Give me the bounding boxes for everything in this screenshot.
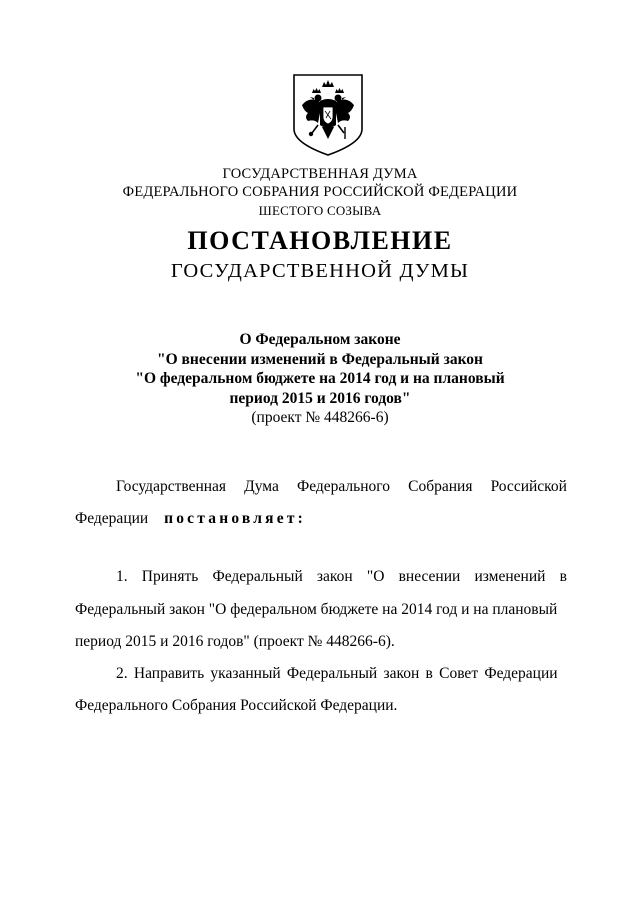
intro-word: Федерального	[296, 478, 391, 495]
intro-word: Дума	[244, 478, 279, 495]
item-1-word: Федеральный	[212, 568, 303, 585]
item-1-line-3: период 2015 и 2016 годов" (проект № 448266-6).	[75, 633, 395, 650]
item-2-line-2: Федерального Собрания Российской Федерации.	[75, 697, 398, 714]
intro-word: Собрания	[408, 478, 473, 495]
item-1-word: изменений	[474, 568, 546, 585]
law-heading-line-3: "О федеральном бюджете на 2014 год и на плановый	[135, 370, 505, 387]
intro-word: Государственная	[116, 478, 227, 495]
law-heading-line-2: "О внесении изменений в Федеральный закон	[157, 350, 483, 368]
item-1-line-2: Федеральный закон "О федеральном бюджете на 2014 год и на плановый	[75, 601, 558, 618]
item-1-word: закон	[316, 568, 353, 585]
header-line-1: ГОСУДАРСТВЕННАЯ ДУМА	[222, 166, 418, 182]
item-1-line-1	[116, 568, 567, 586]
russian-coat-of-arms-emblem	[292, 73, 364, 157]
item-1-word: 1.	[116, 568, 128, 585]
item-2-line-1: 2. Направить указанный Федеральный закон в Совет Федерации	[116, 665, 558, 682]
decree-word: постановляет:	[164, 510, 306, 527]
item-1-word: "О	[366, 568, 385, 585]
header-line-2: ФЕДЕРАЛЬНОГО СОБРАНИЯ РОССИЙСКОЙ ФЕДЕРАЦИИ	[122, 184, 518, 200]
item-1-word: Принять	[141, 568, 199, 585]
header-line-3: ШЕСТОГО СОЗЫВА	[258, 203, 382, 218]
law-heading-line-4: период 2015 и 2016 годов"	[229, 389, 411, 407]
intro-line-2-start: Федерации	[75, 510, 149, 527]
item-1-word: внесении	[398, 568, 461, 585]
item-1-word: в	[559, 568, 567, 585]
document-title: ПОСТАНОВЛЕНИЕ	[187, 226, 453, 255]
project-number: (проект № 448266-6)	[251, 409, 389, 426]
intro-word: Российской	[490, 478, 567, 495]
document-subtitle: ГОСУДАРСТВЕННОЙ ДУМЫ	[170, 260, 470, 282]
law-heading-line-1: О Федеральном законе	[239, 331, 401, 348]
intro-line-1	[116, 478, 567, 496]
intro-line-2	[75, 510, 306, 528]
law-heading	[0, 330, 640, 428]
